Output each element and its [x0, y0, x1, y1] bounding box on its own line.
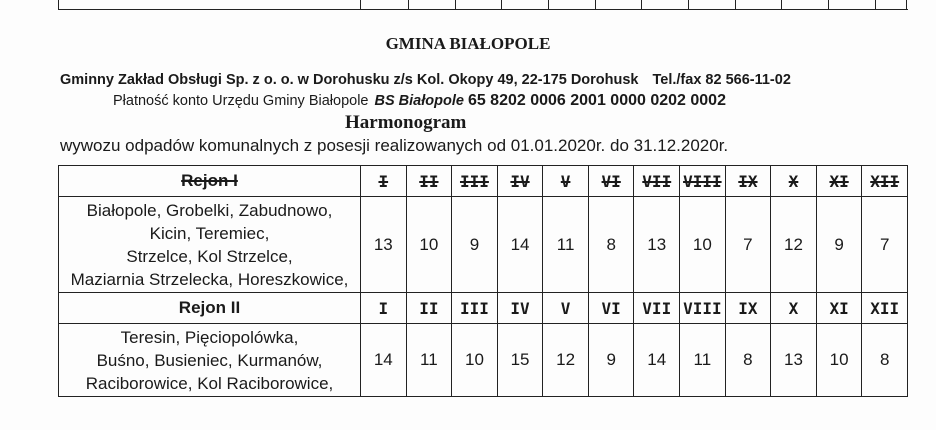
month-header: XII	[862, 166, 908, 197]
document-title: Harmonogram	[345, 112, 467, 133]
collection-day: 9	[816, 197, 862, 293]
town-line: Białopole, Grobelki, Zabudnowo,	[86, 200, 333, 220]
month-header: X	[771, 293, 817, 324]
collection-day: 7	[725, 197, 771, 293]
collection-day: 11	[543, 197, 589, 293]
collection-day: 7	[862, 197, 908, 293]
town-line: Buśno, Busieniec, Kurmanów,	[96, 350, 323, 370]
collection-day: 12	[771, 197, 817, 293]
municipality-title: GMINA BIAŁOPOLE	[385, 34, 551, 53]
month-header: IX	[725, 166, 771, 197]
month-header: VIII	[680, 166, 726, 197]
month-header: I	[361, 293, 407, 324]
month-header: VII	[634, 166, 680, 197]
month-header: II	[406, 293, 452, 324]
bank-name: BS Białopole	[374, 93, 464, 109]
company-name: Gminny Zakład Obsługi Sp. z o. o. w Dorohusku z/s Kol. Okopy 49, 22-175 Dorohusk	[60, 72, 639, 88]
collection-day: 8	[725, 324, 771, 397]
collection-day: 12	[543, 324, 589, 397]
month-header: XI	[816, 293, 862, 324]
region-schedule-row	[59, 324, 908, 397]
collection-day: 13	[361, 197, 407, 293]
collection-day: 9	[588, 324, 634, 397]
month-header: XI	[816, 166, 862, 197]
month-header: I	[361, 166, 407, 197]
top-table-fragment	[58, 0, 908, 10]
month-header: IV	[497, 166, 543, 197]
collection-day: 8	[862, 324, 908, 397]
collection-day: 10	[406, 197, 452, 293]
month-header: IX	[725, 293, 771, 324]
collection-schedule-table	[58, 165, 908, 397]
company-line	[60, 72, 860, 88]
town-line: Raciborowice, Kol Raciborowice,	[85, 373, 334, 393]
town-line: Kicin, Teremiec,	[149, 223, 270, 243]
month-header: II	[406, 166, 452, 197]
collection-day: 15	[497, 324, 543, 397]
town-line: Strzelce, Kol Strzelce,	[126, 246, 293, 266]
region-towns	[59, 324, 361, 397]
month-header: IV	[497, 293, 543, 324]
region-name: Rejon I	[59, 166, 361, 197]
month-header: V	[543, 166, 589, 197]
region-name: Rejon II	[59, 293, 361, 324]
region-towns	[59, 197, 361, 293]
collection-day: 8	[588, 197, 634, 293]
town-line: Maziarnia Strzelecka, Horeszkowice,	[70, 269, 349, 289]
collection-day: 10	[452, 324, 498, 397]
period-description: wywozu odpadów komunalnych z posesji realizowanych od 01.01.2020r. do 31.12.2020r.	[60, 136, 729, 155]
collection-day: 14	[361, 324, 407, 397]
month-header: VI	[588, 293, 634, 324]
collection-day: 9	[452, 197, 498, 293]
town-line: Teresin, Pięciopolówka,	[120, 327, 299, 347]
collection-day: 13	[634, 197, 680, 293]
month-header: III	[452, 166, 498, 197]
month-header: X	[771, 166, 817, 197]
month-header: V	[543, 293, 589, 324]
collection-day: 10	[680, 197, 726, 293]
collection-day: 10	[816, 324, 862, 397]
collection-day: 14	[497, 197, 543, 293]
collection-day: 11	[406, 324, 452, 397]
month-header: VI	[588, 166, 634, 197]
region-schedule-row	[59, 197, 908, 293]
payment-label: Płatność konto Urzędu Gminy Białopole	[113, 93, 369, 109]
month-header: III	[452, 293, 498, 324]
payment-line	[113, 92, 873, 110]
collection-day: 11	[680, 324, 726, 397]
month-header: XII	[862, 293, 908, 324]
month-header: VIII	[680, 293, 726, 324]
account-number: 65 8202 0006 2001 0000 0202 0002	[467, 92, 726, 109]
month-header: VII	[634, 293, 680, 324]
phone-fax: Tel./fax 82 566-11-02	[652, 72, 791, 88]
region-header-row	[59, 293, 908, 324]
collection-day: 14	[634, 324, 680, 397]
region-header-row	[59, 166, 908, 197]
collection-day: 13	[771, 324, 817, 397]
